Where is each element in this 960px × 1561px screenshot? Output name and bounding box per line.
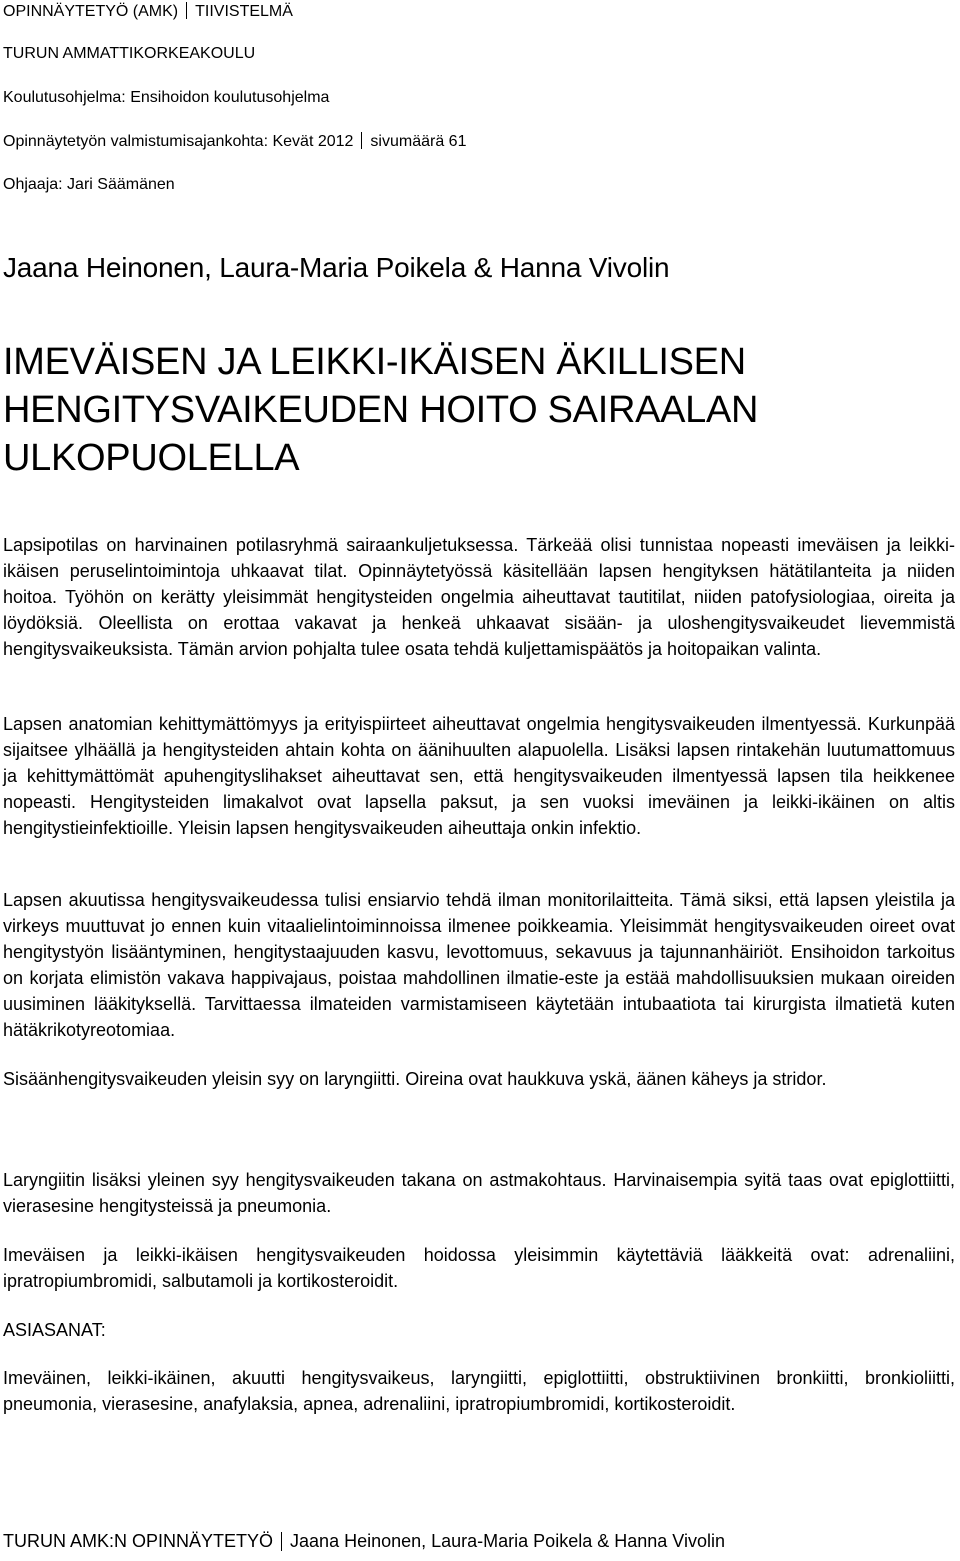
separator-bar bbox=[186, 2, 187, 19]
footer-authors: Jaana Heinonen, Laura-Maria Poikela & Hanna Vivolin bbox=[290, 1531, 725, 1551]
doc-type-line bbox=[3, 2, 293, 22]
separator-bar bbox=[361, 132, 362, 149]
abstract-paragraph: Lapsipotilas on harvinainen potilasryhmä sairaankuljetuksessa. Tärkeää olisi tunnistaa nopeasti imeväisen ja leikki-ikäisen peruselintoimintoja uhkaavat tilat. Opinnäytetyössä käsitellään lapsen hengityksen hätätilanteita ja niiden hoitoa. Työhön on kerätty yleisimmät hengitysteiden ongelmia aiheuttavat tautitilat, niiden patofysiologiaa, oireita ja löydöksiä. Oleellista on erottaa vakavat ja henkeä uhkaavat sisään- ja uloshengitysvaikeudet lievemmistä hengitysvaikeuksista. Tämän arvion pohjalta tulee osata tehdä kuljettamispäätös ja hoitopaikan valinta. bbox=[3, 535, 955, 659]
title-line: ULKOPUOLELLA bbox=[3, 437, 300, 479]
doc-subtype: TIIVISTELMÄ bbox=[195, 3, 293, 20]
abstract-paragraph: Lapsen akuutissa hengitysvaikeudessa tulisi ensiarvio tehdä ilman monitorilaitteita. Tämä siksi, että lapsen yleistila ja virkeys muuttuvat jo ennen kuin vitaalielintoiminnoissa ilmenee poikkeamia. Yleisimmät hengitysvaikeuden oireet ovat hengitystyön lisääntyminen, hengitystaajuuden kasvu, levottomuus, sekavuus ja tajunnanhäiriöt. Ensihoidon tarkoitus on korjata elimistön vakava happivajaus, poistaa mahdollinen ilmatie-este ja estää mahdollisuuksien mukaan oireiden uusiminen lääkityksellä. Tarvittaessa ilmateiden varmistamiseen käytetään intubaatiota tai kirurgista ilmatietä kuten hätäkrikotyreotomiaa. bbox=[3, 890, 955, 1040]
footer-series: TURUN AMK:N OPINNÄYTETYÖ bbox=[3, 1531, 274, 1551]
completion-line bbox=[3, 132, 466, 152]
abstract-paragraph: Sisäänhengitysvaikeuden yleisin syy on laryngiitti. Oireina ovat haukkuva yskä, äänen käheys ja stridor. bbox=[3, 1069, 827, 1089]
page-count: sivumäärä 61 bbox=[370, 133, 467, 150]
separator-bar bbox=[281, 1532, 282, 1551]
title-line: HENGITYSVAIKEUDEN HOITO SAIRAALAN bbox=[3, 389, 759, 431]
thesis-title bbox=[3, 338, 758, 482]
keywords-text: Imeväinen, leikki-ikäinen, akuutti hengitysvaikeus, laryngiitti, epiglottiitti, obstruktiivinen bronkiitti, bronkioliitti, pneumonia, vierasesine, anafylaksia, apnea, adrenaliini, ipratropiumbromidi, kortikosteroidit. bbox=[3, 1368, 955, 1414]
doc-type: OPINNÄYTETYÖ (AMK) bbox=[3, 3, 179, 20]
abstract-paragraph: Laryngiitin lisäksi yleinen syy hengitysvaikeuden takana on astmakohtaus. Harvinaisempia syitä taas ovat epiglottiitti, vierasesine hengitysteissä ja pneumonia. bbox=[3, 1170, 955, 1216]
institution: TURUN AMMATTIKORKEAKOULU bbox=[3, 45, 256, 62]
title-line: IMEVÄISEN JA LEIKKI-IKÄISEN ÄKILLISEN bbox=[3, 341, 746, 383]
abstract-paragraph: Imeväisen ja leikki-ikäisen hengitysvaikeuden hoidossa yleisimmin käytettäviä lääkkeitä ovat: adrenaliini, ipratropiumbromidi, salbutamoli ja kortikosteroidit. bbox=[3, 1245, 955, 1291]
programme: Koulutusohjelma: Ensihoidon koulutusohjelma bbox=[3, 89, 330, 106]
authors: Jaana Heinonen, Laura-Maria Poikela & Hanna Vivolin bbox=[3, 252, 670, 283]
abstract-paragraph: Lapsen anatomian kehittymättömyys ja erityispiirteet aiheuttavat ongelmia hengitysvaikeuden ilmentyessä. Kurkunpää sijaitsee ylhäällä ja hengitysteiden ahtain kohta on äänihuulten alapuolella. Lisäksi lapsen rintakehän luutumattomuus ja kehittymättömät apuhengityslihakset aiheuttavat sen, että hengitysvaikeuden ilmentyessä lapsen tila heikkenee nopeasti. Hengitysteiden limakalvot ovat lapsella paksut, ja sen vuoksi imeväinen ja leikki-ikäinen on altis hengitystieinfektioille. Yleisin lapsen hengitysvaikeuden aiheuttaja onkin infektio. bbox=[3, 714, 955, 838]
page-footer bbox=[3, 1530, 725, 1552]
completion-date: Opinnäytetyön valmistumisajankohta: Kevät 2012 bbox=[3, 133, 354, 150]
supervisor: Ohjaaja: Jari Säämänen bbox=[3, 176, 175, 193]
keywords-label: ASIASANAT: bbox=[3, 1320, 106, 1340]
